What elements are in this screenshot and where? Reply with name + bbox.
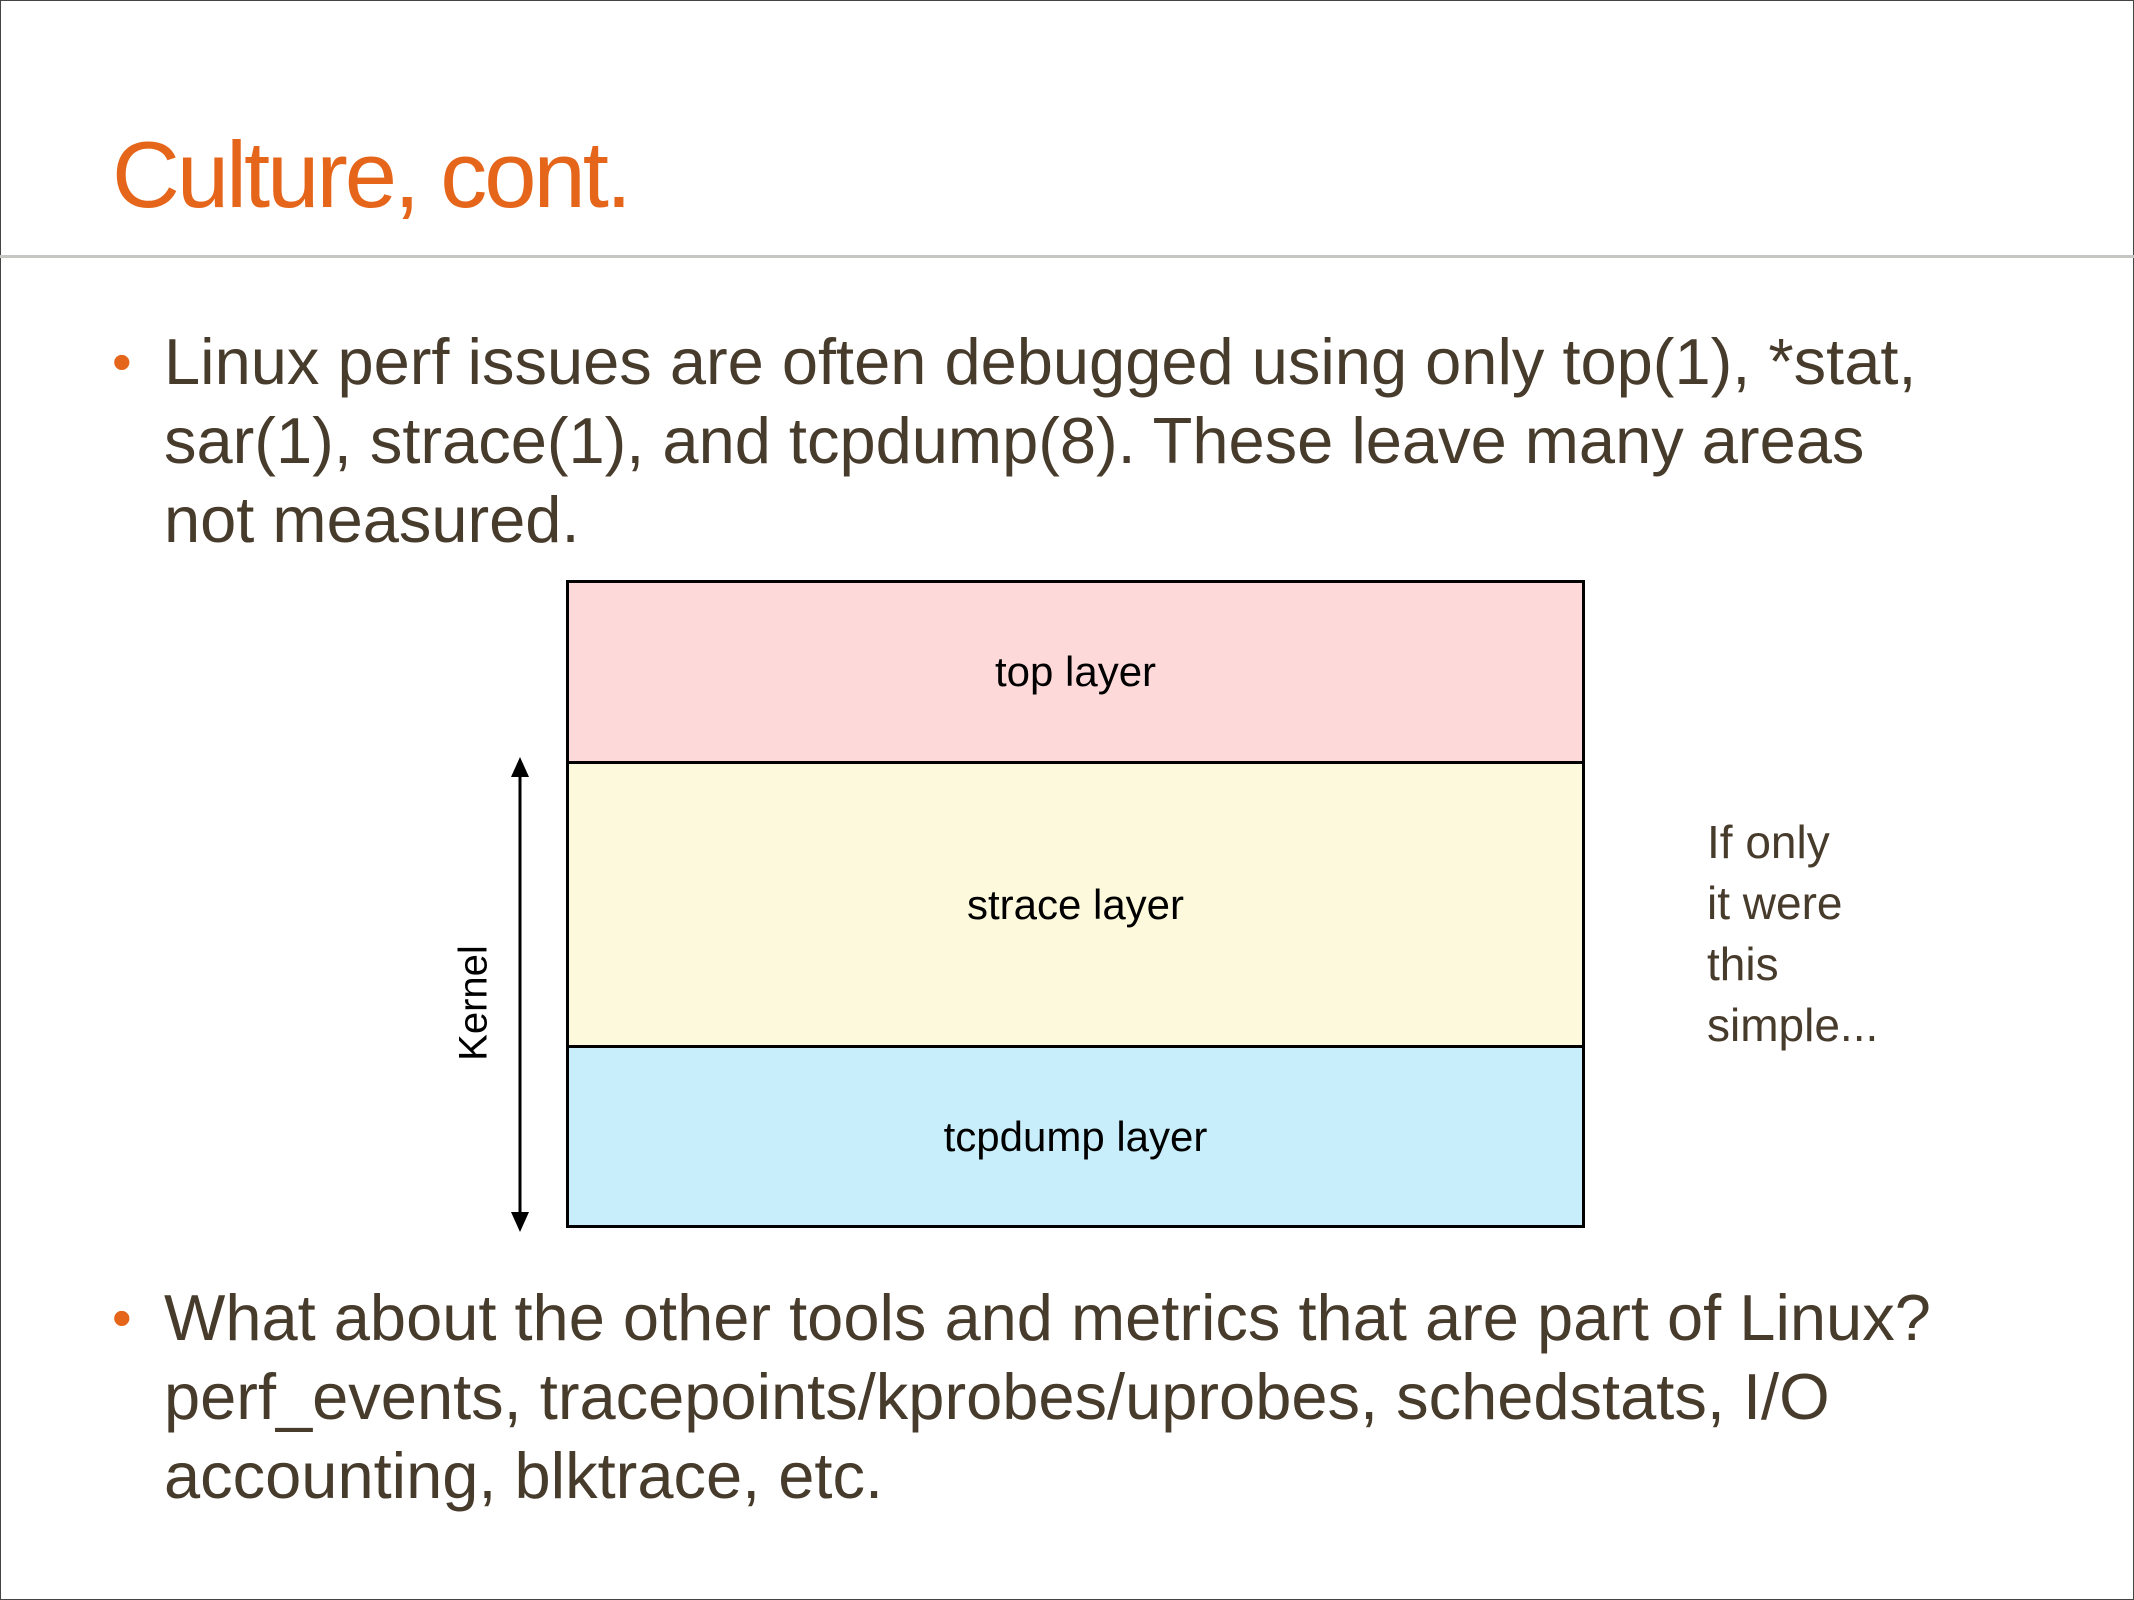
kernel-range-arrow [500,757,540,1232]
top-layer-box [566,580,1585,764]
tcpdump-layer-box [566,1045,1585,1228]
bullet-text: What about the other tools and metrics that are part of Linux? perf_events, tracepoints/kprobes/uprobes, schedstats, I/O accounting, blktrace, etc. [164,1281,1931,1512]
layer-label: top layer [994,648,1157,695]
side-note: If only it were this simple... [1707,816,1879,1051]
bullet-marker: • [112,1286,132,1349]
bullet-text: Linux perf issues are often debugged using only top(1), *stat, sar(1), strace(1), and tcpdump(8). These leave many areas not measured. [164,325,1917,556]
layer-label: strace layer [966,880,1185,928]
strace-layer-box [566,761,1585,1048]
kernel-axis-label: Kernel [451,945,496,1061]
title-divider [0,255,2134,258]
slide-title: Culture, cont. [112,122,630,227]
bullet-marker: • [112,330,132,393]
layer-label: tcpdump layer [943,1112,1208,1160]
